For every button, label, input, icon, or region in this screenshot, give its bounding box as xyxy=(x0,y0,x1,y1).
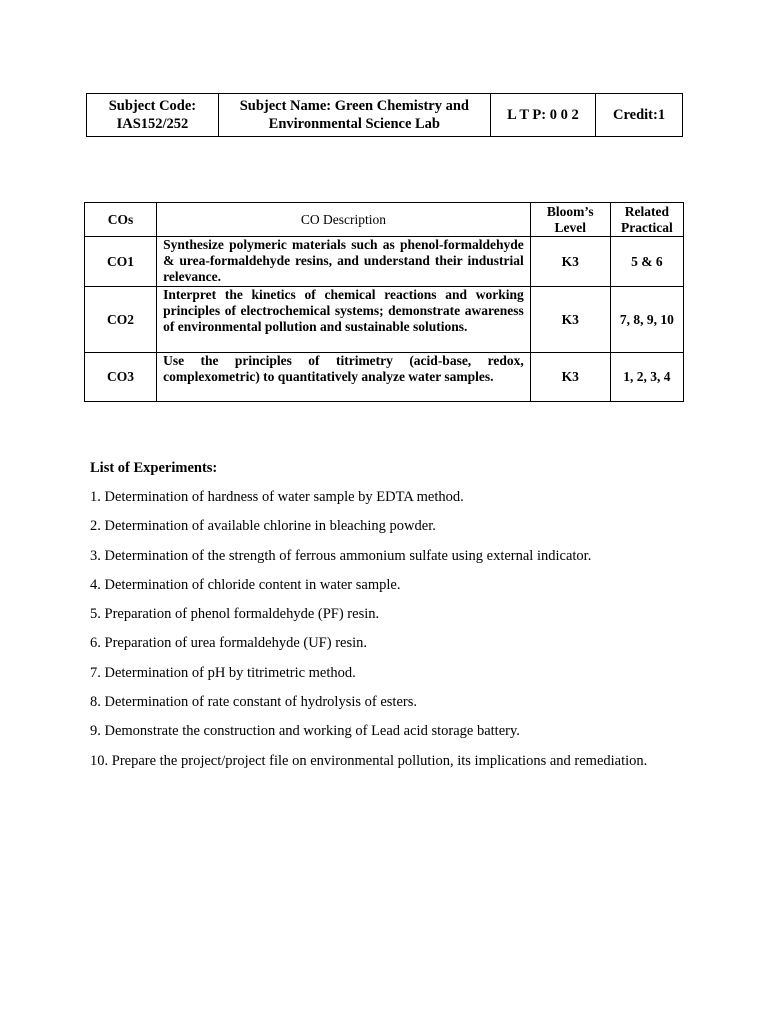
co-description-cell: Synthesize polymeric materials such as phenol-formaldehyde & urea-formaldehyde resins, and understand their industrial relevance. xyxy=(157,237,531,287)
experiments-section xyxy=(90,458,730,780)
blooms-level-line1: Bloom’s xyxy=(546,203,594,219)
related-practical-cell: 1, 2, 3, 4 xyxy=(610,353,683,402)
table-row xyxy=(85,237,684,287)
cos-header: COs xyxy=(85,203,157,237)
list-item: 10. Prepare the project/project file on environmental pollution, its implications and remediation. xyxy=(90,752,648,769)
related-practical-line1: Related xyxy=(624,203,670,219)
co-description-cell: Interpret the kinetics of chemical reactions and working principles of electrochemical systems; demonstrate awareness of environmental pollution and sustainable solutions. xyxy=(157,287,531,353)
experiments-list xyxy=(90,487,730,771)
list-item: 1. Determination of hardness of water sample by EDTA method. xyxy=(90,489,464,505)
course-outcomes-table xyxy=(84,202,684,402)
co-description-cell: Use the principles of titrimetry (acid-base, redox, complexometric) to quantitatively analyze water samples. xyxy=(157,353,531,402)
blooms-level-cell: K3 xyxy=(530,287,610,353)
list-item: 5. Preparation of phenol formaldehyde (PF) resin. xyxy=(90,606,380,623)
blooms-level-cell: K3 xyxy=(530,353,610,402)
list-item: 6. Preparation of urea formaldehyde (UF) resin. xyxy=(90,635,368,652)
table-row xyxy=(85,353,684,402)
list-item: 3. Determination of the strength of ferrous ammonium sulfate using external indicator. xyxy=(90,547,592,564)
subject-code-value: IAS152/252 xyxy=(116,116,189,132)
co-id-cell: CO2 xyxy=(85,287,157,353)
subject-name-line1: Subject Name: Green Chemistry and xyxy=(239,98,469,114)
experiments-title: List of Experiments: xyxy=(90,460,218,476)
related-practical-header xyxy=(610,203,683,237)
list-item: 2. Determination of available chlorine in bleaching powder. xyxy=(90,518,436,535)
co-id-cell: CO3 xyxy=(85,353,157,402)
table-row xyxy=(85,287,684,353)
subject-code-cell xyxy=(87,94,219,137)
co-description-header xyxy=(157,203,531,237)
blooms-level-cell: K3 xyxy=(530,237,610,287)
related-practical-line2: Practical xyxy=(621,219,673,235)
list-item: 4. Determination of chloride content in water sample. xyxy=(90,576,401,593)
subject-header-row xyxy=(87,94,683,137)
co-description-header-text: CO Description xyxy=(300,211,386,227)
list-item: 8. Determination of rate constant of hydrolysis of esters. xyxy=(90,694,417,711)
related-practical-cell: 5 & 6 xyxy=(610,237,683,287)
subject-code-label: Subject Code: xyxy=(108,98,197,114)
ltp-cell: L T P: 0 0 2 xyxy=(490,94,595,137)
blooms-level-header xyxy=(530,203,610,237)
subject-header-table xyxy=(86,93,683,137)
co-id-cell: CO1 xyxy=(85,237,157,287)
co-table-header-row xyxy=(85,203,684,237)
list-item: 7. Determination of pH by titrimetric method. xyxy=(90,664,356,681)
blooms-level-line2: Level xyxy=(554,219,587,235)
list-item: 9. Demonstrate the construction and working of Lead acid storage battery. xyxy=(90,723,520,740)
subject-name-line2: Environmental Science Lab xyxy=(268,116,440,132)
credit-cell: Credit:1 xyxy=(596,94,683,137)
related-practical-cell: 7, 8, 9, 10 xyxy=(610,287,683,353)
subject-name-cell xyxy=(218,94,490,137)
